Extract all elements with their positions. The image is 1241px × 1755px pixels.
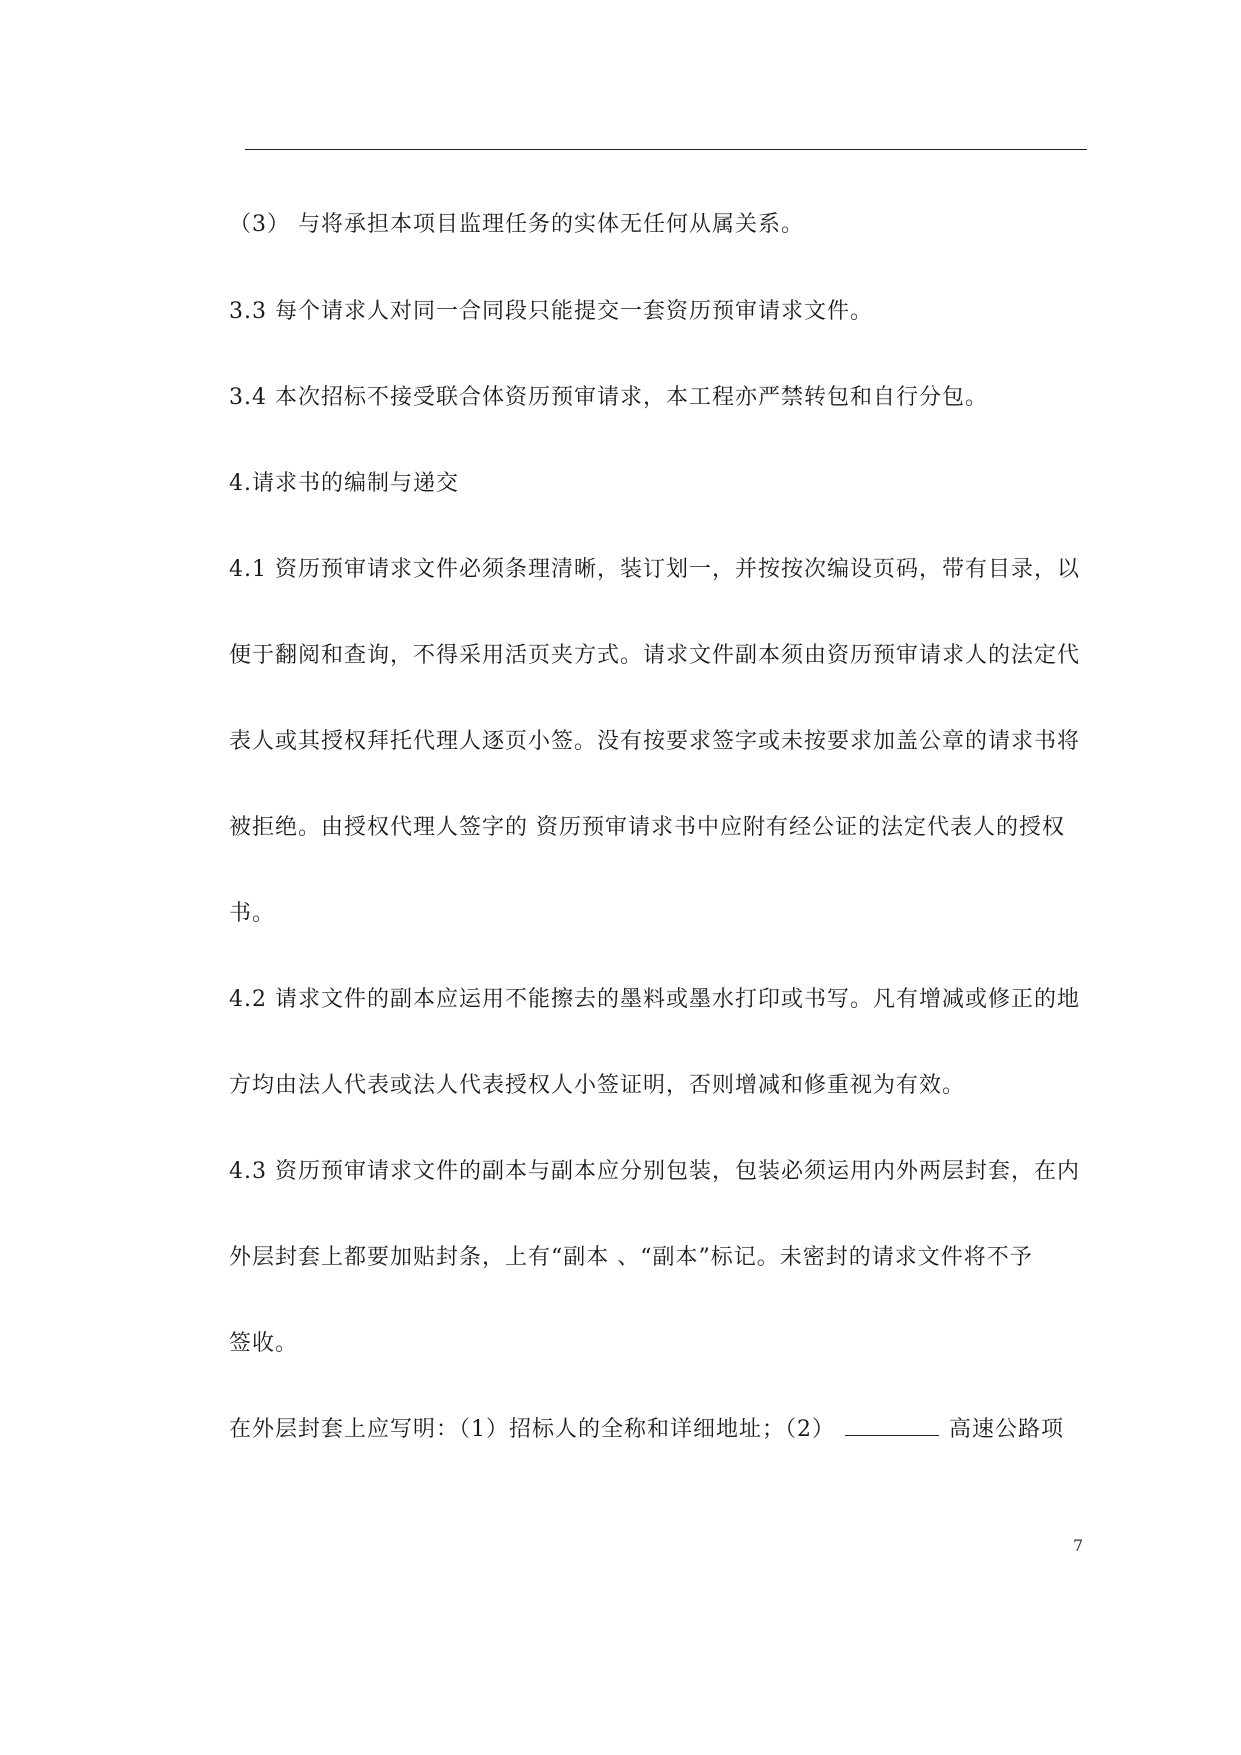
text-line-7: 表人或其授权拜托代理人逐页小签。没有按要求签字或未按要求加盖公章的请求书将 [229, 729, 1081, 754]
project-label: 高速公路项 [949, 1417, 1065, 1442]
text-line-6: 便于翻阅和查询，不得采用活页夹方式。请求文件副本须由资历预审请求人的法定代 [229, 643, 1081, 668]
text-line-11: 方均由法人代表或法人代表授权人小签证明，否则增减和修重视为有效。 [229, 1073, 966, 1098]
text-line-13: 外层封套上都要加贴封条，上有“副本 、“副本”标记。未密封的请求文件将不予 [229, 1245, 1033, 1270]
fill-in-blank [845, 1415, 939, 1436]
text-line-3: 3.4 本次招标不接受联合体资历预审请求，本工程亦严禁转包和自行分包。 [229, 385, 988, 410]
text-line-8: 被拒绝。由授权代理人签字的 资历预审请求书中应附有经公证的法定代表人的授权 [229, 815, 1065, 840]
text-line-5: 4.1 资历预审请求文件必须条理清晰，装订划一，并按按次编设页码，带有目录，以 [229, 557, 1080, 582]
page-number: 7 [1073, 1536, 1084, 1555]
text-line-15 [229, 1415, 1064, 1445]
header-rule [245, 149, 1087, 150]
text-line-12: 4.3 资历预审请求文件的副本与副本应分别包装，包装必须运用内外两层封套，在内 [229, 1159, 1080, 1184]
text-line-14: 签收。 [229, 1331, 299, 1356]
text-line-1: （3） 与将承担本项目监理任务的实体无任何从属关系。 [229, 212, 804, 237]
address-instruction: 在外层封套上应写明：（1）招标人的全称和详细地址；（2） [229, 1417, 835, 1442]
text-line-10: 4.2 请求文件的副本应运用不能擦去的墨料或墨水打印或书写。凡有增减或修正的地 [229, 987, 1080, 1012]
section-heading: 4.请求书的编制与递交 [229, 471, 459, 496]
text-line-9: 书。 [229, 901, 276, 926]
text-line-2: 3.3 每个请求人对同一合同段只能提交一套资历预审请求文件。 [229, 299, 873, 324]
